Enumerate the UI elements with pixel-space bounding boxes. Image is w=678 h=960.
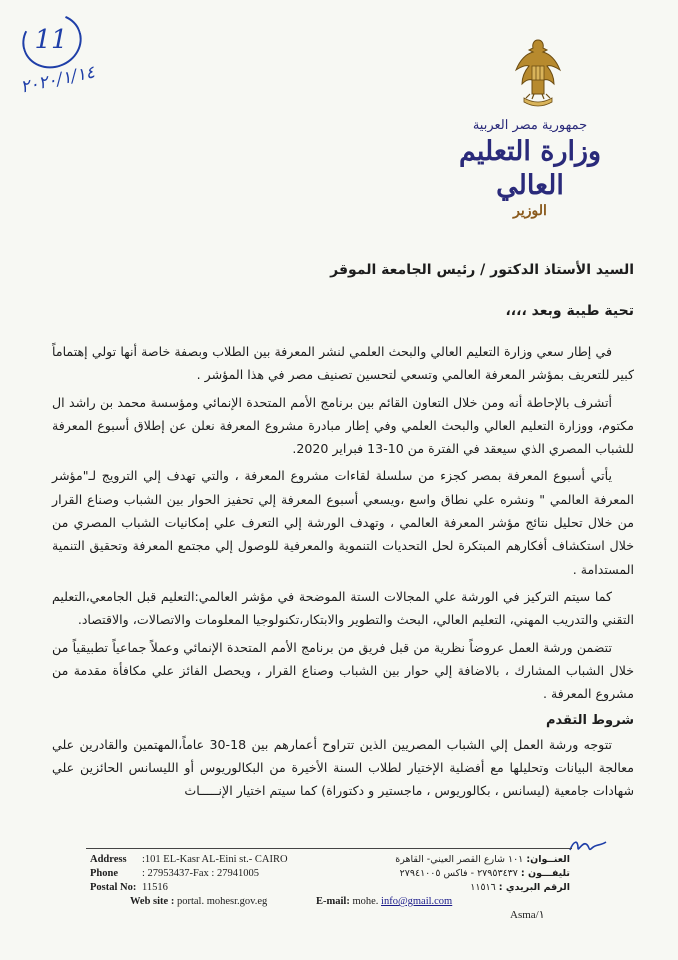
paragraph-5: تتضمن ورشة العمل عروضاً نظرية من قبل فريق من برنامج الأمم المتحدة الإنمائي وعملاً جماعياً تطبيقياً من خلال الشباب المشارك ، بالاضافة إلي حوار بين الشباب وصناع القرار ، ويحصل الفائز علي مكافأة مقدمة من مشروع المعرفة . [52,639,634,702]
paragraph-4: كما سيتم التركيز في الورشة علي المجالات الستة الموضحة في مؤشر العالمي:التعليم قبل الجامعي،التعليم التقني والتدريب المهني، التعليم العالي، البحث والتطوير والابتكار،تكنولوجيا المعلومات والاتصالات، والاقتصاد. [52,588,634,628]
ar-address-value: ١٠١ شارع القصر العيني- القاهرة [395,854,524,865]
ministry-header [430,118,630,219]
paragraph-2: أتشرف بالإحاطة أنه ومن خلال التعاون القائم بين برنامج الأمم المتحدة الإنمائي ومؤسسة محمد بن راشد ال مكتوم، ووزارة التعليم العالي والبحث العلمي وفي إطار مبادرة مشروع المعرفة نعلن عن إطلاق أسبوع المعرفة للشباب المصري الذي سيعقد في الفترة من 10-13 فبراير 2020. [52,394,634,457]
paragraph-1: في إطار سعي وزارة التعليم العالي والبحث العلمي لنشر المعرفة بين الطلاب وبصفة خاصة أنها تولي إهتماماً كبير للتعريف بمؤشر المعرفة العالمي وتسعي لتحسين تصنيف مصر في هذا المؤشر . [52,344,634,383]
addressee: السيد الأستاذ الدكتور / رئيس الجامعة الموقر [330,262,634,278]
ar-postal-label: الرقم البريدي : [498,882,570,893]
address-value: 101 EL-Kasr AL-Eini st.- CAIRO [144,854,288,865]
letter-body [52,340,634,807]
postal-label: Postal No: [90,882,137,893]
footer: Address :101 EL-Kasr AL-Eini st.- CAIRO العنــوان: ١٠١ شارع القصر العيني- القاهرة Phone : 27953437-Fax : 27941005 تليفـــون : ٢٧٩٥٣٤٣٧ - فاكس ٢٧٩٤١٠٠٥ Postal No: 11516 الرقم البريدي : ١١٥١٦ Web site : portal. mohesr.gov.eg E-mail: mohe. info@gmail.com [90,854,570,907]
greeting: تحية طيبة وبعد ،،،، [505,303,634,319]
ar-address-label: العنــوان: [526,854,570,865]
ar-phone-label: تليفـــون : [520,868,570,879]
ministry-name: وزارة التعليم العالي [458,136,602,201]
handwritten-date: ٢٠٢٠/١/١٤ [18,62,97,98]
postal-value: 11516 [142,882,168,893]
email-link[interactable]: info@gmail.com [381,896,453,907]
web-value[interactable]: portal. mohesr.gov.eg [176,896,268,907]
footer-divider [86,848,572,849]
section-title: شروط التقدم [545,713,634,729]
ar-postal-value: ١١٥١٦ [470,882,496,893]
handwritten-number: 11 [34,25,68,55]
email-value-plain: mohe. [352,896,379,907]
signature-initials [566,834,610,858]
minister-title: الوزير [513,203,547,219]
eagle-emblem-icon [512,36,564,112]
paragraph-6: تتوجه ورشة العمل إلي الشباب المصريين الذين تتراوح أعمارهم بين 18-30 عاماً،المهتمين والقادرين علي معالجة البيانات وتحليلها مع أفضلية الإختيار لطلاب السنة الأخيرة من البكالوريوس أو الليسانس الحائزين علي شهادات جامعية (ليسانس ، بكالوريوس ، ماجستير و دكتوراة) كما سيتم اختيار الإنـــــاث [52,736,634,799]
page-code: Asma/١ [510,909,545,921]
web-label: Web site : [130,896,175,907]
paragraph-3: يأتي أسبوع المعرفة بمصر كجزء من سلسلة لقاءات مشروع المعرفة ، والتي تهدف إلي الترويج لـ"مؤشر المعرفة العالمي " ونشره علي نطاق واسع ،ويسعي أسبوع المعرفة إلي تحفيز الحوار بين الشباب وصناع القرار من خلال تحليل نتائج مؤشر المعرفة العالمي ، وتهدف الورشة إلي التعرف علي إمكانيات الشباب المصري من خلال استكشاف أفكارهم المبتكرة لحل التحديات التنموية والمعرفية للوصول إلي مجتمع المعرفة وتحقيق التنمية المستدامة . [52,468,634,577]
email-label: E-mail: [316,896,350,907]
ar-phone-value: ٢٧٩٥٣٤٣٧ - فاكس ٢٧٩٤١٠٠٥ [399,868,518,879]
address-label: Address [90,854,127,865]
republic-name: جمهورية مصر العربية [472,118,588,133]
phone-value: 27953437-Fax : 27941005 [147,868,259,879]
phone-label: Phone [90,868,119,879]
